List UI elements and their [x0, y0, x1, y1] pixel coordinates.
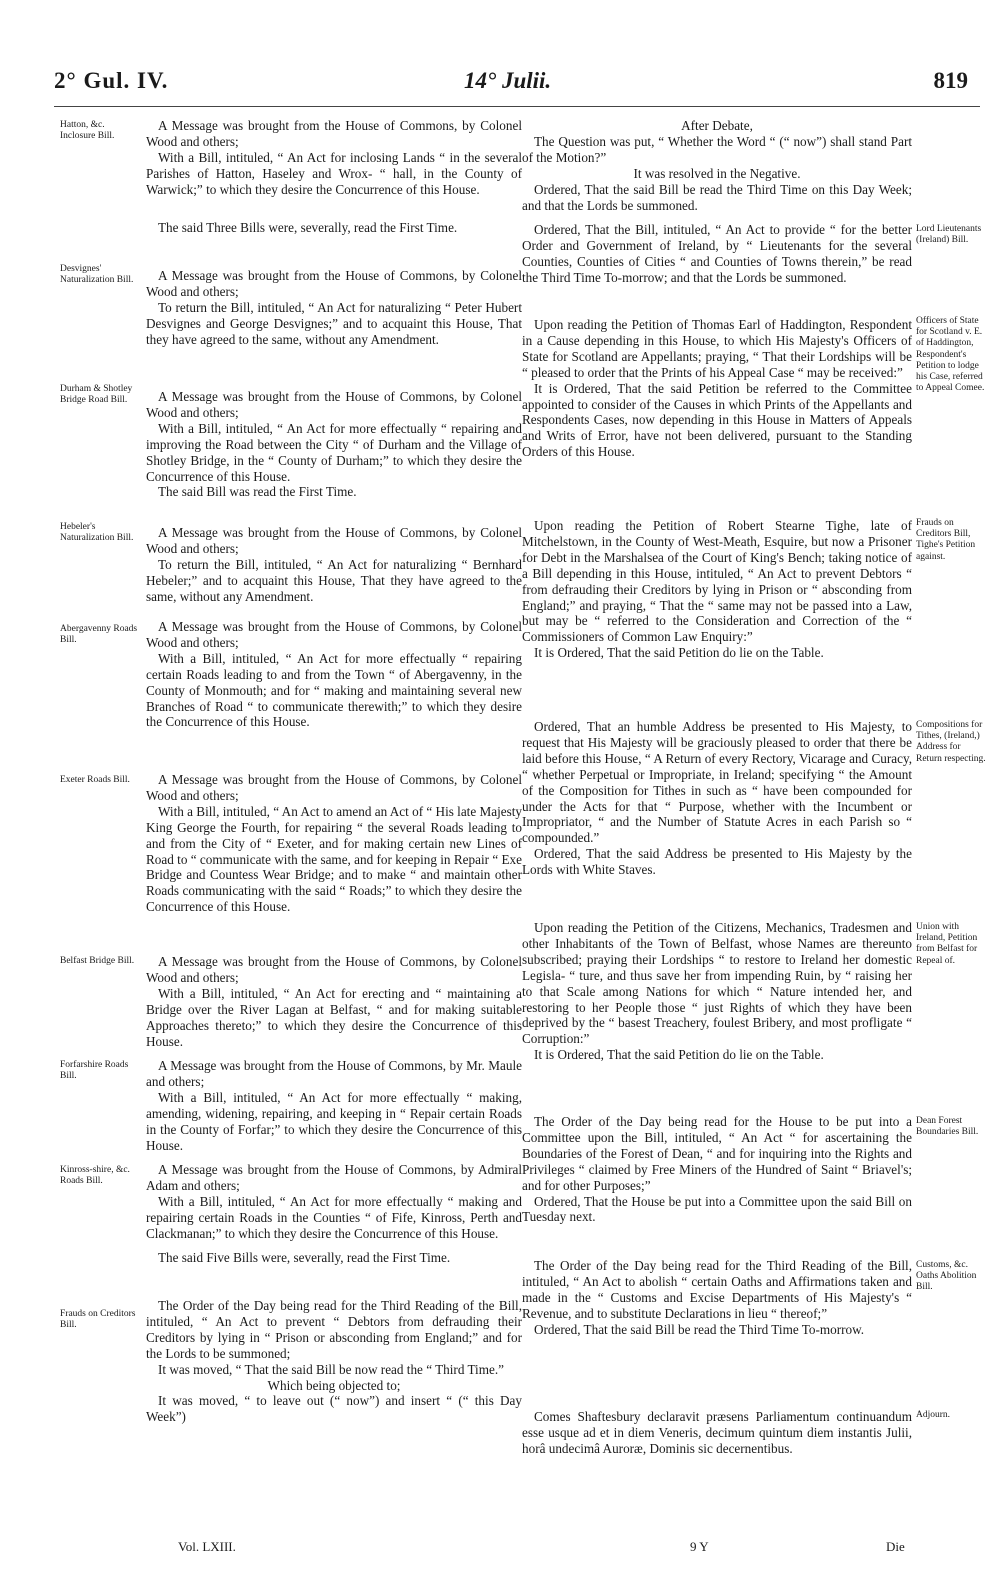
entry-five-bills: [146, 1250, 522, 1266]
paragraph: A Message was brought from the House of Commons, by Colonel Wood and others;: [146, 525, 522, 556]
paragraph: A Message was brought from the House of Commons, by Admiral Adam and others;: [146, 1162, 522, 1193]
entry-tighe: [522, 518, 912, 661]
regnal-year: 2° Gul. IV.: [54, 68, 169, 93]
paragraph: With a Bill, intituled, “ An Act for more effectually “ making, amending, widening, repairing, and keeping in “ Repair certain Roads in the County of Forfar;” to which they desire the Concurrence of this House.: [146, 1089, 522, 1153]
paragraph: Ordered, That the Bill, intituled, “ An Act to provide “ for the better Order and Government of Ireland, by “ Lieutenants for the several Counties, Counties of Cities “ and Counties of Towns therein,” be read the Third Time To-morrow; and that the Lords be summoned.: [522, 222, 912, 285]
entry-hatton: [146, 118, 522, 198]
paragraph: It is Ordered, That the said Petition do lie on the Table.: [534, 1047, 824, 1063]
paragraph: The said Bill was read the First Time.: [158, 484, 357, 500]
paragraph: With a Bill, intituled, “ An Act for more effectually “ repairing and improving the Road between the City “ of Durham and the Village of Shotley Bridge, in the “ County of Durham;” to which they desire the Concurrence of this House.: [146, 420, 522, 484]
paragraph: Ordered, That the House be put into a Committee upon the said Bill on Tuesday next.: [522, 1193, 912, 1225]
paragraph: With a Bill, intituled, “ An Act to amend an Act of “ His late Majesty King George the Fourth, for repairing “ the several Roads leading to and from the City of “ Exeter, and for making certain new Lines of Road to “ communicate with the same, and for keeping in Repair “ Exe Bridge and Countess Wear Bridge; and to make “ and maintain other Roads communicating with the said “ Roads;” to which they desire the Concurrence of this House.: [146, 803, 522, 915]
margin-note: Durham & Shotley Bridge Road Bill.: [60, 384, 133, 406]
running-header: [54, 68, 978, 108]
page-date: 14° Julii.: [464, 68, 552, 93]
paragraph: The Order of the Day being read for the Third Reading of the Bill, intituled, “ An Act to abolish “ certain Oaths and Affirmations taken and made in the “ Customs and Excise Departments of His Majesty's “ Revenue, and to substitute Declarations in lieu “ thereof;”: [522, 1258, 912, 1321]
paragraph: A Message was brought from the House of Commons, by Colonel Wood and others;: [146, 389, 522, 420]
margin-note: Adjourn.: [916, 1410, 951, 1420]
header-rule: [54, 106, 980, 107]
paragraph: Upon reading the Petition of the Citizens, Mechanics, Tradesmen and other Inhabitants of the Town of Belfast, whose Names are thereunto subscribed; praying their Lordships “ to restore to Ireland her domestic Legisla- “ ture, and thus save her from impending Ruin, by “ raising her to that Scale among Nations for which “ Nature intended her, and restoring to her People those “ just Rights of which they have been deprived by the “ basest Treachery, foulest Bribery, and most profligate “ Corruption:”: [522, 920, 912, 1047]
paragraph: A Message was brought from the House of Commons, by Mr. Maule and others;: [146, 1058, 522, 1089]
paragraph: Ordered, That the said Bill be read the Third Time on this Day Week; and that the Lords be summoned.: [522, 181, 912, 213]
paragraph: With a Bill, intituled, “ An Act for erecting and “ maintaining a Bridge over the River Lagan at Belfast, “ and for making suitable Approaches thereto;” to which they desire the Concurrence of this House.: [146, 985, 522, 1049]
paragraph: A Message was brought from the House of Commons, by Colonel Wood and others;: [146, 772, 522, 803]
paragraph: A Message was brought from the House of Commons, by Colonel Wood and others;: [146, 954, 522, 985]
paragraph: It is Ordered, That the said Petition do lie on the Table.: [534, 645, 824, 661]
paragraph: The said Five Bills were, severally, read the First Time.: [158, 1250, 451, 1265]
margin-note: Dean Forest Boundaries Bill.: [916, 1116, 979, 1138]
margin-note: Frauds on Creditors Bill, Tighe's Petition against.: [916, 518, 976, 562]
entry-tithes-address: [522, 719, 912, 878]
entry-first-reading: [146, 220, 522, 236]
volume-label: Vol. LXIII.: [178, 1539, 236, 1554]
paragraph: The said Three Bills were, severally, read the First Time.: [158, 220, 458, 235]
margin-note: Compositions for Tithes, (Ireland,) Address for Return respecting.: [916, 720, 986, 764]
paragraph: Which being objected to;: [267, 1377, 401, 1393]
paragraph: Ordered, That the said Address be presented to His Majesty by the Lords with White Staves.: [522, 846, 912, 878]
paragraph: Upon reading the Petition of Thomas Earl of Haddington, Respondent in a Cause depending in this House, to which His Majesty's Officers of State for Scotland are Appellants; praying, “ That their Lordships will be “ pleased to order that the Prints of his Appeal Case “ may be received:”: [522, 317, 912, 380]
entry-debate: [522, 118, 912, 213]
paragraph: Ordered, That the said Bill be read the Third Time To-morrow.: [534, 1321, 865, 1337]
paragraph: After Debate,: [681, 118, 753, 133]
margin-note: Kinross-shire, &c. Roads Bill.: [60, 1165, 130, 1187]
paragraph: Upon reading the Petition of Robert Stearne Tighe, late of Mitchelstown, in the County of West-Meath, Esquire, but now a Prisoner for Debt in the Marshalsea of the Court of King's Bench; taking notice of a Bill depending in this House, intituled, “ An Act to prevent Debtors “ from defrauding their Creditors by lying in Prison or “ absconding from England;” and praying, “ That the “ same may not be passed into a Law, but may be “ referred to the Consideration and Correction of the “ Commissioners of Common Law Enquiry:”: [522, 518, 912, 645]
entry-belfast-bridge: [146, 954, 522, 1049]
page-number: 819: [933, 68, 968, 93]
margin-note: Union with Ireland, Petition from Belfast for Repeal of.: [916, 922, 978, 966]
margin-note: Exeter Roads Bill.: [60, 775, 130, 785]
entry-abergavenny: [146, 619, 522, 730]
paragraph: It was moved, “ to leave out (“ now”) and insert “ (“ this Day Week”): [146, 1393, 522, 1425]
margin-note: Abergavenny Roads Bill.: [60, 624, 138, 646]
entry-lord-lieutenants: [522, 222, 912, 286]
paragraph: A Message was brought from the House of Commons, by Colonel Wood and others;: [146, 268, 522, 299]
paragraph: It was moved, “ That the said Bill be now read the “ Third Time.”: [158, 1361, 504, 1377]
entry-adjournment: [522, 1409, 912, 1457]
catchword: Die: [886, 1539, 905, 1554]
margin-note: Belfast Bridge Bill.: [60, 956, 135, 966]
margin-note: Frauds on Creditors Bill.: [60, 1309, 136, 1331]
paragraph: With a Bill, intituled, “ An Act for more effectually “ making and repairing certain Roads in the Counties “ of Fife, Kinross, Perth and Clackmanan;” to which they desire the Concurrence of this House.: [146, 1193, 522, 1241]
paragraph: The Order of the Day being read for the Third Reading of the Bill, intituled, “ An Act to prevent “ Debtors from defrauding their Creditors by lying in “ Prison or absconding from England;” and for the Lords to be summoned;: [146, 1298, 522, 1361]
paragraph: With a Bill, intituled, “ An Act for more effectually “ repairing certain Roads leading to and from the Town “ of Abergavenny, in the County of Monmouth; and for “ making and maintaining several new Branches of Road “ to communicate therewith;” to which they desire the Concurrence of this House.: [146, 650, 522, 730]
entry-hebeler: [146, 525, 522, 605]
entry-durham: [146, 389, 522, 500]
margin-note: Hebeler's Naturalization Bill.: [60, 522, 134, 544]
paragraph: With a Bill, intituled, “ An Act for inclosing Lands “ in the several Parishes of Hatton, Haseley and Wrox- “ hall, in the County of Warwick;” to which they desire the Concurrence of this House.: [146, 149, 522, 197]
entry-haddington: [522, 317, 912, 460]
entry-forfar: [146, 1058, 522, 1153]
entry-frauds-creditors: [146, 1298, 522, 1425]
entry-kinross: [146, 1162, 522, 1242]
margin-note: Forfarshire Roads Bill.: [60, 1060, 129, 1082]
margin-note: Customs, &c. Oaths Abolition Bill.: [916, 1260, 977, 1293]
paragraph: A Message was brought from the House of Commons, by Colonel Wood and others;: [146, 118, 522, 149]
paragraph: It is Ordered, That the said Petition be referred to the Committee appointed to consider of the Causes in which Prints of the Appellants and Respondents Cases, now depending in this House in Matters of Appeals and Writs of Error, have not been delivered, pursuant to the Standing Orders of this House.: [522, 380, 912, 460]
paragraph: To return the Bill, intituled, “ An Act for naturalizing “ Peter Hubert Desvignes and George Desvignes;” and to acquaint this House, That they have agreed to the same, without any Amendment.: [146, 299, 522, 347]
margin-note: Desvignes' Naturalization Bill.: [60, 264, 134, 286]
paragraph: Comes Shaftesbury declaravit præsens Parliamentum continuandum esse usque ad et in diem Veneris, decimum quintum diem instantis Julii, horâ undecimâ Auroræ, Dominis sic decernentibus.: [522, 1409, 912, 1456]
paragraph: The Order of the Day being read for the House to be put into a Committee upon the Bill, intituled, “ An Act “ for ascertaining the Boundaries of the Forest of Dean, “ and for inquiring into the Rights and Privileges “ claimed by Free Miners of the Hundred of Saint “ Briavel's; and for other Purposes;”: [522, 1114, 912, 1193]
margin-note: Lord Lieutenants (Ireland) Bill.: [916, 224, 982, 246]
paragraph: The Question was put, “ Whether the Word “ (“ now”) shall stand Part of the Motion?”: [522, 133, 912, 165]
paragraph: Ordered, That an humble Address be presented to His Majesty, to request that His Majesty will be graciously pleased to order that there be laid before this House, “ A Return of every Rectory, Vicarage and Curacy, “ whether Perpetual or Impropriate, in Ireland; specifying “ the Amount of the Composition for Tithes in such as “ have been compounded for under the Acts for that “ Purpose, whether with the Incumbent or Impropriator, “ and the Number of Statute Acres in each Parish so “ compounded.”: [522, 719, 912, 846]
paragraph: It was resolved in the Negative.: [633, 165, 801, 181]
paragraph: To return the Bill, intituled, “ An Act for naturalizing “ Bernhard Hebeler;” and to acquaint this House, That they have agreed to the same, without any Amendment.: [146, 556, 522, 604]
entry-belfast-petition: [522, 920, 912, 1063]
margin-note: Hatton, &c. Inclosure Bill.: [60, 120, 115, 142]
margin-note: Officers of State for Scotland v. E. of Haddington, Respondent's Petition to lodge his Case, referred to Appeal Comee.: [916, 316, 985, 394]
paragraph: A Message was brought from the House of Commons, by Colonel Wood and others;: [146, 619, 522, 650]
entry-dean-forest: [522, 1114, 912, 1225]
entry-exeter: [146, 772, 522, 915]
signature-mark: 9 Y: [690, 1539, 709, 1554]
entry-customs-oaths: [522, 1258, 912, 1338]
entry-desvignes: [146, 268, 522, 348]
